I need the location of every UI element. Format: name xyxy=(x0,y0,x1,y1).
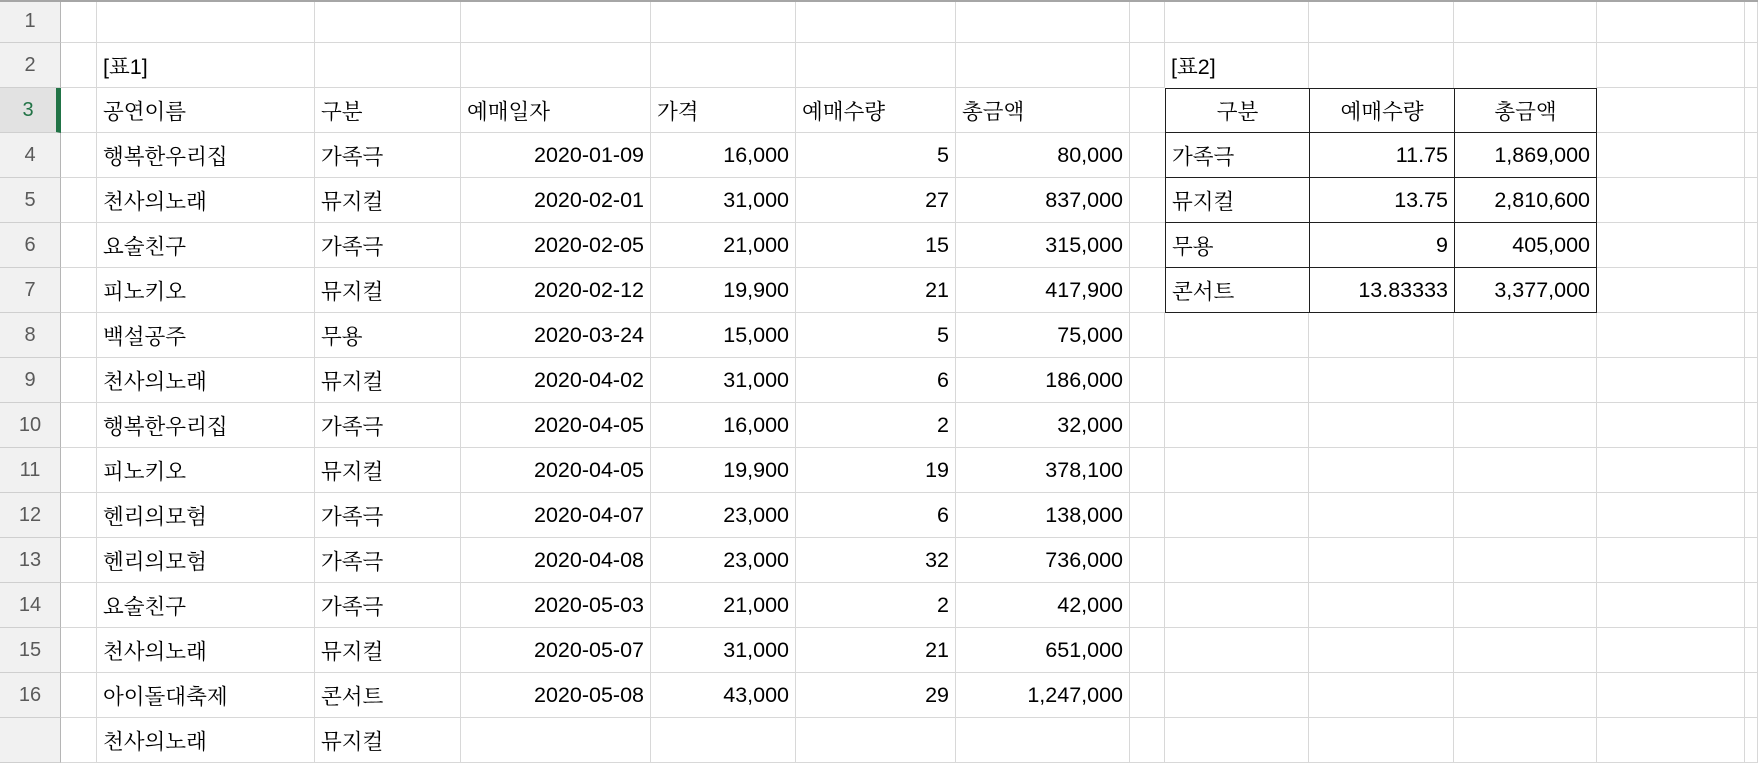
table1-data-cell[interactable]: 뮤지컬 xyxy=(315,358,461,403)
cell[interactable] xyxy=(1130,448,1165,493)
table1-label[interactable]: [표1] xyxy=(97,43,315,88)
cell[interactable] xyxy=(1597,403,1745,448)
sheet-row xyxy=(0,43,1758,88)
cell[interactable] xyxy=(1745,493,1758,538)
cell[interactable] xyxy=(1309,538,1454,583)
cell[interactable] xyxy=(1454,403,1597,448)
table1-data-cell[interactable]: 2020-02-12 xyxy=(461,268,651,313)
sheet-row xyxy=(0,223,1758,268)
table1-data-cell[interactable]: 백설공주 xyxy=(97,313,315,358)
table1-data-cell[interactable]: 2020-04-02 xyxy=(461,358,651,403)
table2-data-cell[interactable]: 가족극 xyxy=(1165,133,1309,178)
cell[interactable] xyxy=(61,313,97,358)
cell[interactable] xyxy=(61,718,97,763)
table1-data-cell[interactable]: 29 xyxy=(796,673,956,718)
cell[interactable] xyxy=(1165,313,1309,358)
cell[interactable] xyxy=(1309,628,1454,673)
cell[interactable] xyxy=(1454,538,1597,583)
cell[interactable] xyxy=(1130,0,1165,43)
cell[interactable] xyxy=(1597,718,1745,763)
cell[interactable] xyxy=(1454,583,1597,628)
cell[interactable] xyxy=(1309,448,1454,493)
sheet-row xyxy=(0,718,1758,763)
table1-data-cell[interactable]: 2020-03-24 xyxy=(461,313,651,358)
cell[interactable] xyxy=(1130,403,1165,448)
sheet-row xyxy=(0,268,1758,313)
cell[interactable] xyxy=(1745,268,1758,313)
table1-data-cell[interactable]: 23,000 xyxy=(651,538,796,583)
table1-data-cell[interactable]: 32 xyxy=(796,538,956,583)
row-header[interactable]: 7 xyxy=(0,268,61,313)
cell[interactable] xyxy=(1165,358,1309,403)
table1-data-cell[interactable]: 뮤지컬 xyxy=(315,628,461,673)
table1-data-cell[interactable]: 15 xyxy=(796,223,956,268)
table1-data-cell[interactable]: 21 xyxy=(796,628,956,673)
cell[interactable] xyxy=(1745,43,1758,88)
table2-data-cell[interactable]: 2,810,600 xyxy=(1454,178,1597,223)
table1-data-cell[interactable]: 2020-05-07 xyxy=(461,628,651,673)
table1-data-cell[interactable]: 19 xyxy=(796,448,956,493)
cell[interactable] xyxy=(61,0,97,43)
cell[interactable] xyxy=(1130,313,1165,358)
cell[interactable] xyxy=(1454,43,1597,88)
cell[interactable] xyxy=(1454,313,1597,358)
cell[interactable] xyxy=(61,673,97,718)
table1-data-cell[interactable]: 27 xyxy=(796,178,956,223)
table1-data-cell[interactable]: 2020-05-03 xyxy=(461,583,651,628)
table1-data-cell[interactable]: 천사의노래 xyxy=(97,358,315,403)
row-header[interactable]: 8 xyxy=(0,313,61,358)
cell[interactable] xyxy=(1130,178,1165,223)
cell[interactable] xyxy=(1165,448,1309,493)
cell[interactable] xyxy=(1745,673,1758,718)
cell[interactable] xyxy=(1454,493,1597,538)
cell[interactable] xyxy=(1165,493,1309,538)
table1-data-cell[interactable]: 천사의노래 xyxy=(97,628,315,673)
cell[interactable] xyxy=(61,403,97,448)
table1-data-cell[interactable]: 31,000 xyxy=(651,178,796,223)
table1-data-cell[interactable]: 315,000 xyxy=(956,223,1130,268)
cell[interactable] xyxy=(796,0,956,43)
cell[interactable] xyxy=(61,268,97,313)
cell[interactable] xyxy=(1597,0,1745,43)
table1-data-cell[interactable]: 천사의노래 xyxy=(97,178,315,223)
table1-data-cell[interactable]: 헨리의모험 xyxy=(97,493,315,538)
cell[interactable] xyxy=(1165,718,1309,763)
table1-data-cell[interactable]: 651,000 xyxy=(956,628,1130,673)
cell[interactable] xyxy=(1597,223,1745,268)
table1-header-cell[interactable]: 예매일자 xyxy=(461,88,651,133)
sheet-row xyxy=(0,313,1758,358)
cell[interactable] xyxy=(461,0,651,43)
table1-data-cell[interactable]: 헨리의모험 xyxy=(97,538,315,583)
cell[interactable] xyxy=(97,0,315,43)
cell[interactable] xyxy=(1597,43,1745,88)
cell[interactable] xyxy=(1745,403,1758,448)
cell[interactable] xyxy=(1745,0,1758,43)
table2-data-cell[interactable]: 13.75 xyxy=(1309,178,1454,223)
cell[interactable] xyxy=(1309,583,1454,628)
table1-data-cell[interactable]: 1,247,000 xyxy=(956,673,1130,718)
cell[interactable] xyxy=(1454,358,1597,403)
table2-data-cell[interactable]: 405,000 xyxy=(1454,223,1597,268)
cell[interactable] xyxy=(1130,673,1165,718)
cell[interactable] xyxy=(315,43,461,88)
cell[interactable] xyxy=(61,493,97,538)
table1-data-cell[interactable]: 콘서트 xyxy=(315,673,461,718)
cell[interactable] xyxy=(1165,0,1309,43)
table1-data-cell[interactable]: 15,000 xyxy=(651,313,796,358)
table1-data-cell[interactable]: 75,000 xyxy=(956,313,1130,358)
table1-data-cell[interactable]: 19,900 xyxy=(651,448,796,493)
table1-data-cell[interactable]: 가족극 xyxy=(315,583,461,628)
row-header[interactable] xyxy=(0,718,61,763)
table1-data-cell[interactable]: 378,100 xyxy=(956,448,1130,493)
row-header[interactable]: 15 xyxy=(0,628,61,673)
sheet-row xyxy=(0,628,1758,673)
table1-data-cell[interactable]: 21,000 xyxy=(651,223,796,268)
cell[interactable] xyxy=(651,718,796,763)
table2-data-cell[interactable]: 무용 xyxy=(1165,223,1309,268)
table2-label[interactable]: [표2] xyxy=(1165,43,1309,88)
table1-data-cell[interactable]: 42,000 xyxy=(956,583,1130,628)
cell[interactable] xyxy=(1745,178,1758,223)
cell[interactable] xyxy=(1130,88,1165,133)
sheet-row xyxy=(0,358,1758,403)
row-header[interactable]: 16 xyxy=(0,673,61,718)
table1-data-cell[interactable]: 837,000 xyxy=(956,178,1130,223)
table1-data-cell[interactable]: 2 xyxy=(796,583,956,628)
cell[interactable] xyxy=(1130,133,1165,178)
table1-data-cell[interactable]: 21 xyxy=(796,268,956,313)
table1-header-cell[interactable]: 가격 xyxy=(651,88,796,133)
cell[interactable] xyxy=(61,43,97,88)
row-header[interactable]: 5 xyxy=(0,178,61,223)
sheet-row xyxy=(0,0,1758,43)
table1-data-cell[interactable]: 16,000 xyxy=(651,133,796,178)
cell[interactable] xyxy=(61,448,97,493)
cell[interactable] xyxy=(1745,133,1758,178)
sheet-row xyxy=(0,133,1758,178)
cell[interactable] xyxy=(1745,628,1758,673)
cell[interactable] xyxy=(461,718,651,763)
table1-header-cell[interactable]: 구분 xyxy=(315,88,461,133)
table2-data-cell[interactable]: 13.83333 xyxy=(1309,268,1454,313)
table1-data-cell[interactable]: 요술친구 xyxy=(97,583,315,628)
cell[interactable] xyxy=(1165,403,1309,448)
table1-data-cell[interactable]: 뮤지컬 xyxy=(315,178,461,223)
cell[interactable] xyxy=(1745,88,1758,133)
cell[interactable] xyxy=(1597,493,1745,538)
row-header-selected[interactable]: 3 xyxy=(0,88,61,133)
cell[interactable] xyxy=(1745,583,1758,628)
cell[interactable] xyxy=(1130,538,1165,583)
table1-header-cell[interactable]: 예매수량 xyxy=(796,88,956,133)
cell[interactable] xyxy=(1130,583,1165,628)
cell[interactable] xyxy=(461,43,651,88)
table1-data-cell[interactable]: 31,000 xyxy=(651,358,796,403)
cell[interactable] xyxy=(1597,673,1745,718)
table1-header-cell[interactable]: 공연이름 xyxy=(97,88,315,133)
row-header[interactable]: 4 xyxy=(0,133,61,178)
sheet-row xyxy=(0,448,1758,493)
table2-data-cell[interactable]: 콘서트 xyxy=(1165,268,1309,313)
cell[interactable] xyxy=(315,0,461,43)
cell[interactable] xyxy=(1454,448,1597,493)
table1-data-cell[interactable]: 23,000 xyxy=(651,493,796,538)
table1-data-cell[interactable]: 가족극 xyxy=(315,133,461,178)
table1-data-cell[interactable]: 2020-04-08 xyxy=(461,538,651,583)
table1-data-cell[interactable]: 43,000 xyxy=(651,673,796,718)
table1-data-cell[interactable]: 32,000 xyxy=(956,403,1130,448)
table1-data-cell[interactable]: 16,000 xyxy=(651,403,796,448)
table1-data-cell[interactable]: 행복한우리집 xyxy=(97,133,315,178)
cell[interactable] xyxy=(956,43,1130,88)
cell[interactable] xyxy=(1165,583,1309,628)
cell[interactable] xyxy=(1745,223,1758,268)
cell[interactable] xyxy=(61,583,97,628)
cell[interactable] xyxy=(1309,313,1454,358)
table2-data-cell[interactable]: 11.75 xyxy=(1309,133,1454,178)
cell[interactable] xyxy=(1454,718,1597,763)
table1-data-cell[interactable]: 736,000 xyxy=(956,538,1130,583)
row-header[interactable]: 12 xyxy=(0,493,61,538)
cell[interactable] xyxy=(1745,448,1758,493)
table1-data-cell[interactable]: 뮤지컬 xyxy=(315,448,461,493)
cell[interactable] xyxy=(1309,718,1454,763)
cell[interactable] xyxy=(1130,718,1165,763)
table2-data-cell[interactable]: 1,869,000 xyxy=(1454,133,1597,178)
table1-data-cell[interactable]: 피노키오 xyxy=(97,268,315,313)
row-header[interactable]: 9 xyxy=(0,358,61,403)
cell[interactable] xyxy=(1597,628,1745,673)
cell[interactable] xyxy=(1309,43,1454,88)
sheet-row xyxy=(0,538,1758,583)
table1-data-cell[interactable]: 2 xyxy=(796,403,956,448)
cell[interactable] xyxy=(796,43,956,88)
cell[interactable] xyxy=(61,133,97,178)
table2-header-cell[interactable]: 구분 xyxy=(1165,88,1309,133)
table2-data-cell[interactable]: 뮤지컬 xyxy=(1165,178,1309,223)
table1-data-cell[interactable]: 31,000 xyxy=(651,628,796,673)
table1-data-cell[interactable]: 가족극 xyxy=(315,403,461,448)
cell[interactable] xyxy=(1597,178,1745,223)
cell[interactable] xyxy=(1130,268,1165,313)
cell[interactable] xyxy=(1454,673,1597,718)
sheet-row xyxy=(0,403,1758,448)
table1-data-cell[interactable]: 138,000 xyxy=(956,493,1130,538)
table2-header-cell[interactable]: 총금액 xyxy=(1454,88,1597,133)
cell[interactable] xyxy=(1745,718,1758,763)
row-header[interactable]: 10 xyxy=(0,403,61,448)
cell[interactable] xyxy=(1597,268,1745,313)
row-header[interactable]: 11 xyxy=(0,448,61,493)
cell[interactable] xyxy=(1165,628,1309,673)
cell[interactable] xyxy=(1130,493,1165,538)
table1-data-cell[interactable]: 가족극 xyxy=(315,223,461,268)
cell[interactable] xyxy=(651,0,796,43)
sheet-row xyxy=(0,493,1758,538)
cell[interactable] xyxy=(1597,583,1745,628)
cell[interactable] xyxy=(1745,538,1758,583)
cell[interactable] xyxy=(1130,628,1165,673)
table2-data-cell[interactable]: 9 xyxy=(1309,223,1454,268)
cell[interactable] xyxy=(956,0,1130,43)
cell[interactable] xyxy=(1597,448,1745,493)
cell[interactable] xyxy=(1597,538,1745,583)
cell[interactable] xyxy=(1309,493,1454,538)
sheet-row xyxy=(0,88,1758,133)
cell[interactable] xyxy=(1597,313,1745,358)
top-edge-line xyxy=(0,0,1758,2)
table1-data-cell[interactable]: 뮤지컬 xyxy=(315,718,461,763)
cell[interactable] xyxy=(1745,358,1758,403)
cell[interactable] xyxy=(61,538,97,583)
cell[interactable] xyxy=(1597,358,1745,403)
row-header[interactable]: 6 xyxy=(0,223,61,268)
table1-data-cell[interactable]: 뮤지컬 xyxy=(315,268,461,313)
table1-data-cell[interactable]: 행복한우리집 xyxy=(97,403,315,448)
row-header[interactable]: 2 xyxy=(0,43,61,88)
cell[interactable] xyxy=(1454,0,1597,43)
table1-data-cell[interactable]: 2020-02-05 xyxy=(461,223,651,268)
table1-data-cell[interactable]: 요술친구 xyxy=(97,223,315,268)
table1-data-cell[interactable]: 80,000 xyxy=(956,133,1130,178)
cell[interactable] xyxy=(1130,223,1165,268)
table1-data-cell[interactable]: 186,000 xyxy=(956,358,1130,403)
table1-data-cell[interactable]: 417,900 xyxy=(956,268,1130,313)
cell[interactable] xyxy=(1597,133,1745,178)
table1-data-cell[interactable]: 무용 xyxy=(315,313,461,358)
table1-data-cell[interactable]: 피노키오 xyxy=(97,448,315,493)
cell[interactable] xyxy=(61,88,97,133)
sheet-row xyxy=(0,178,1758,223)
cell[interactable] xyxy=(956,718,1130,763)
table2-data-cell[interactable]: 3,377,000 xyxy=(1454,268,1597,313)
table2-header-cell[interactable]: 예매수량 xyxy=(1309,88,1454,133)
cell[interactable] xyxy=(61,358,97,403)
cell[interactable] xyxy=(61,628,97,673)
table1-data-cell[interactable]: 5 xyxy=(796,133,956,178)
cell[interactable] xyxy=(1130,43,1165,88)
table1-data-cell[interactable]: 2020-01-09 xyxy=(461,133,651,178)
cell[interactable] xyxy=(1165,673,1309,718)
table1-data-cell[interactable]: 2020-05-08 xyxy=(461,673,651,718)
sheet-row xyxy=(0,583,1758,628)
cell[interactable] xyxy=(1597,88,1745,133)
cell[interactable] xyxy=(1454,628,1597,673)
table1-data-cell[interactable]: 아이돌대축제 xyxy=(97,673,315,718)
cell[interactable] xyxy=(61,178,97,223)
table1-data-cell[interactable]: 2020-02-01 xyxy=(461,178,651,223)
table1-data-cell[interactable]: 2020-04-05 xyxy=(461,403,651,448)
table1-data-cell[interactable]: 가족극 xyxy=(315,538,461,583)
cell[interactable] xyxy=(1309,358,1454,403)
row-header[interactable]: 13 xyxy=(0,538,61,583)
table1-data-cell[interactable]: 2020-04-07 xyxy=(461,493,651,538)
cell[interactable] xyxy=(796,718,956,763)
table1-data-cell[interactable]: 5 xyxy=(796,313,956,358)
cell[interactable] xyxy=(1309,403,1454,448)
table1-data-cell[interactable]: 2020-04-05 xyxy=(461,448,651,493)
table1-data-cell[interactable]: 6 xyxy=(796,358,956,403)
cell[interactable] xyxy=(1745,313,1758,358)
table1-data-cell[interactable]: 천사의노래 xyxy=(97,718,315,763)
row-header[interactable]: 1 xyxy=(0,0,61,43)
table1-data-cell[interactable]: 21,000 xyxy=(651,583,796,628)
sheet-row xyxy=(0,673,1758,718)
cell[interactable] xyxy=(651,43,796,88)
table1-data-cell[interactable]: 6 xyxy=(796,493,956,538)
cell[interactable] xyxy=(1130,358,1165,403)
cell[interactable] xyxy=(1165,538,1309,583)
table1-data-cell[interactable]: 19,900 xyxy=(651,268,796,313)
cell[interactable] xyxy=(61,223,97,268)
table1-data-cell[interactable]: 가족극 xyxy=(315,493,461,538)
cell[interactable] xyxy=(1309,0,1454,43)
cell[interactable] xyxy=(1309,673,1454,718)
row-header[interactable]: 14 xyxy=(0,583,61,628)
table1-header-cell[interactable]: 총금액 xyxy=(956,88,1130,133)
